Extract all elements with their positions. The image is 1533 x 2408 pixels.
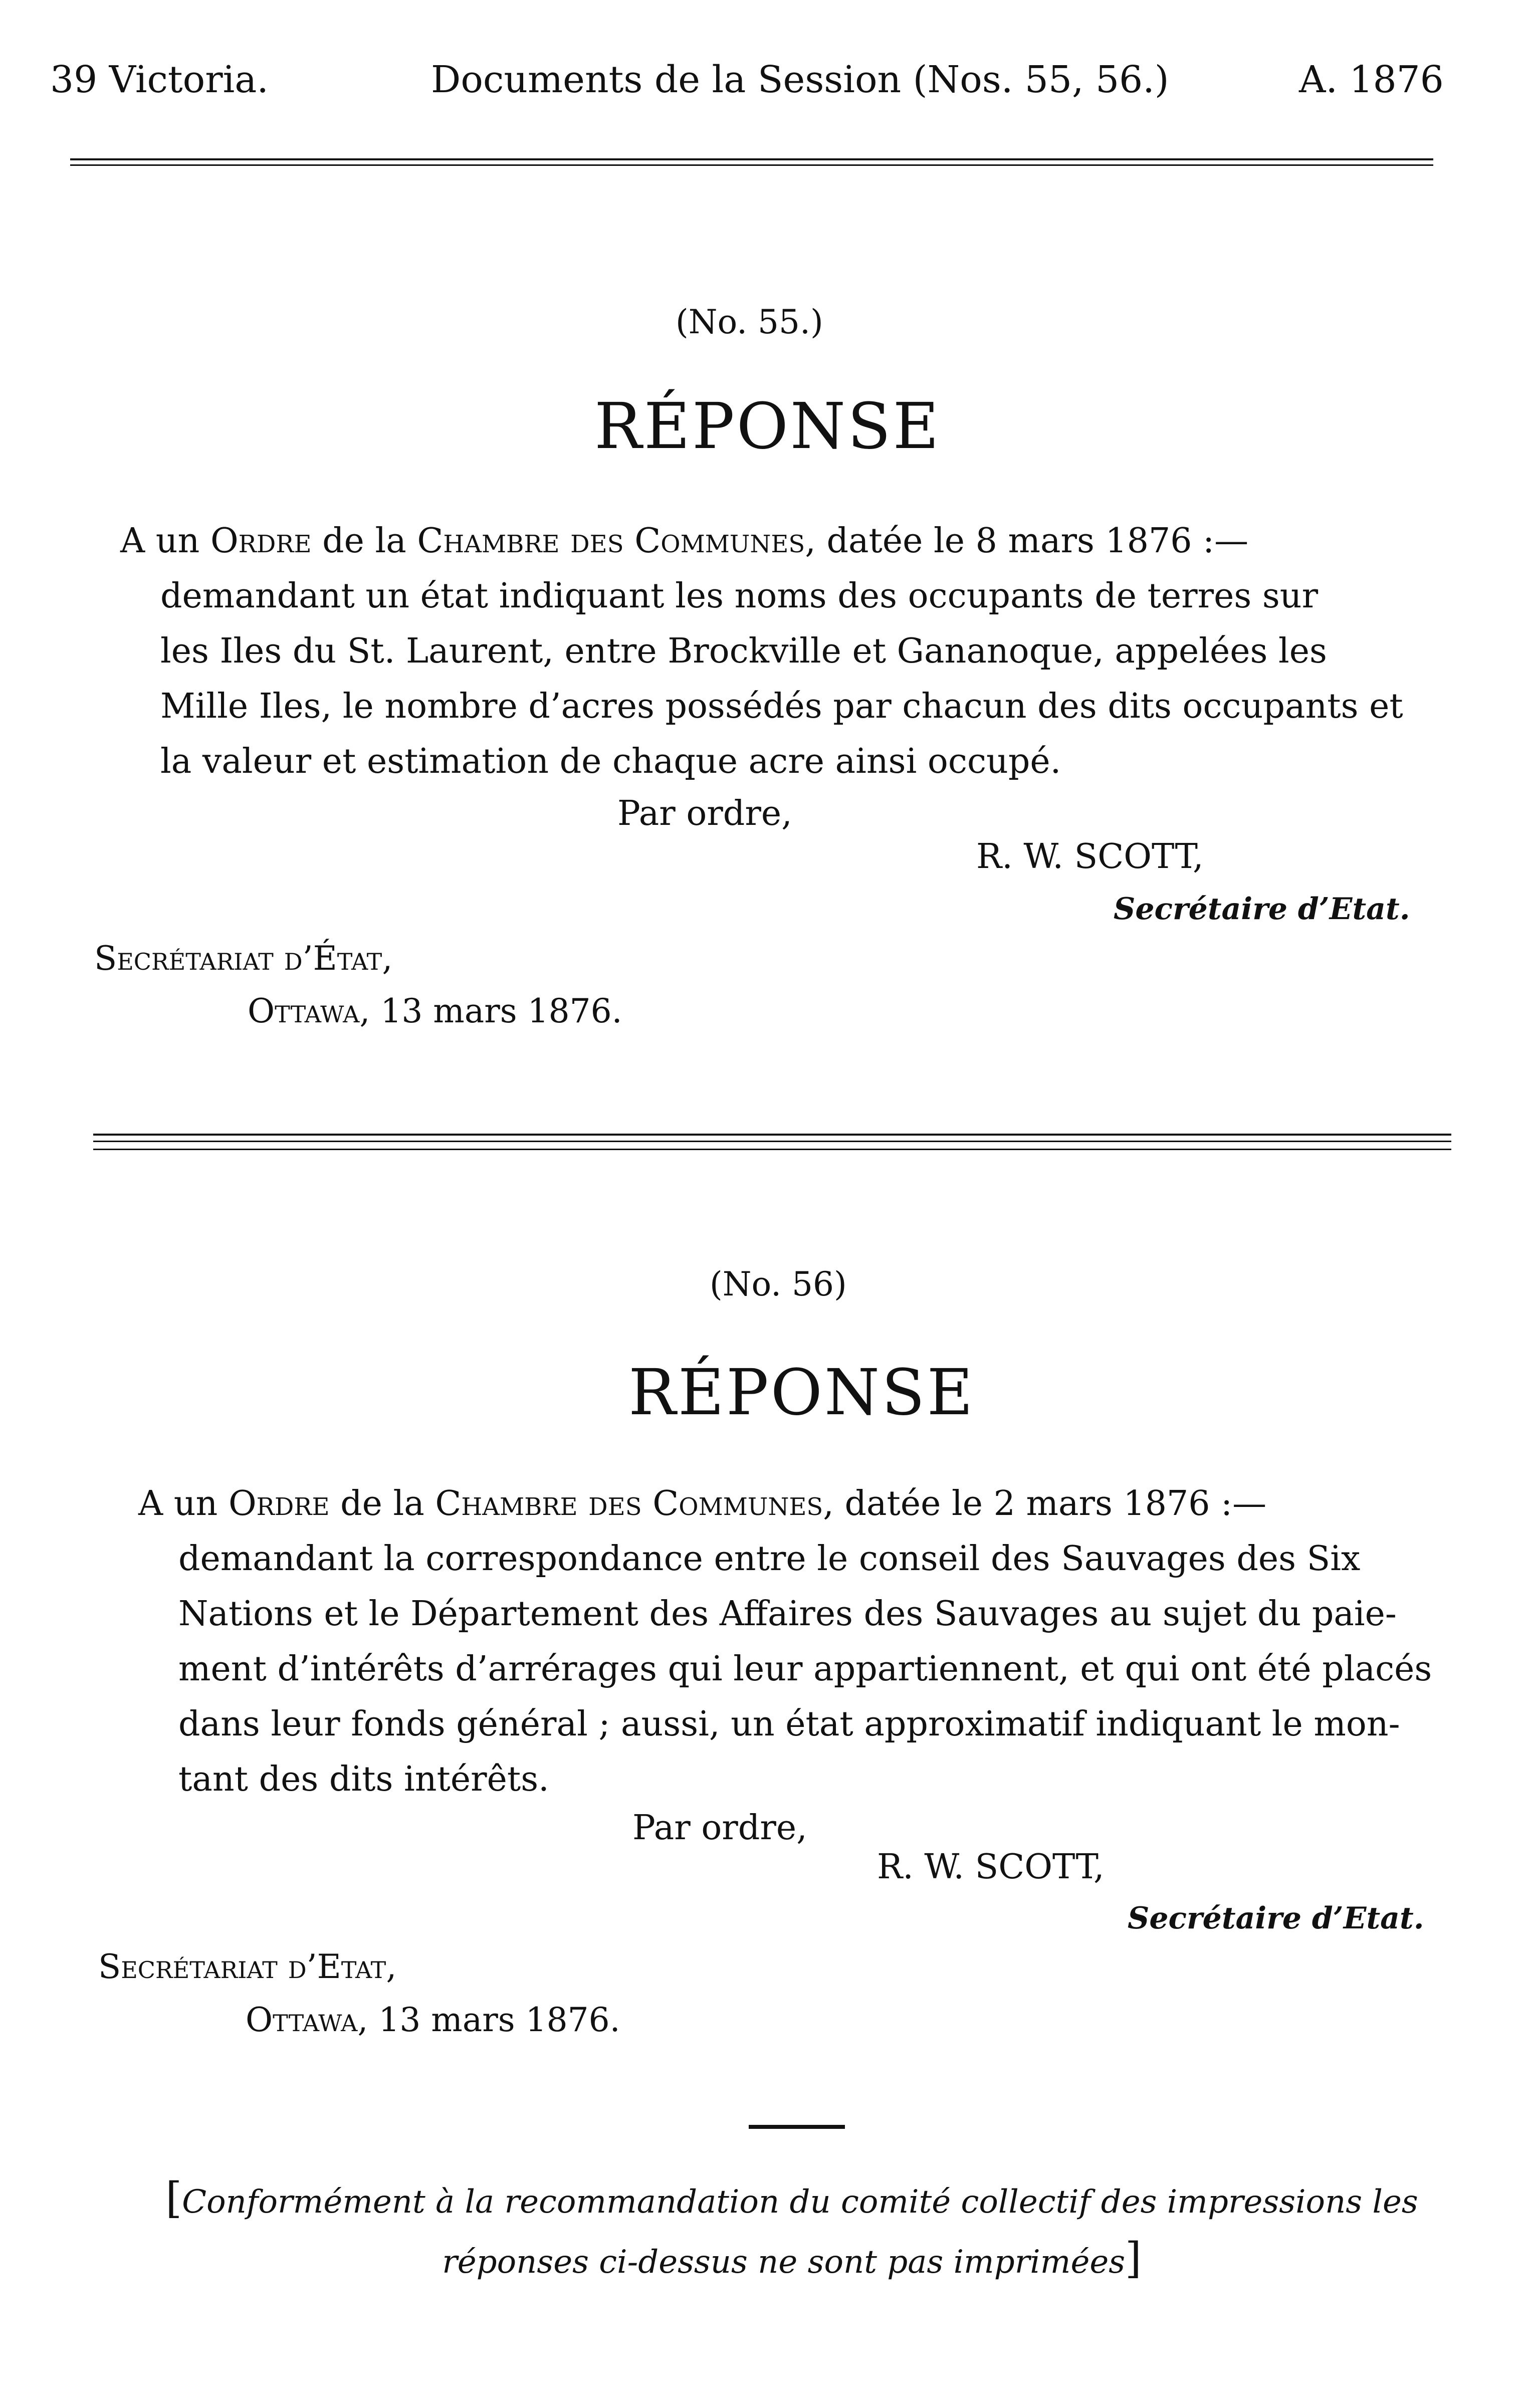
- par-ordre: Par ordre,: [617, 794, 792, 833]
- order-line: A un Ordre de la Chambre des Communes, datée le 8 mars 1876 :—: [120, 521, 1249, 561]
- header-year: A. 1876: [1299, 58, 1444, 101]
- section-divider-lower: [93, 1141, 1451, 1142]
- footnote: [110, 2170, 1473, 2290]
- footnote-line: [Conformément à la recommandation du comité collectif des impressions les: [165, 2173, 1418, 2223]
- place-date: Ottawa, 13 mars 1876.: [248, 992, 622, 1030]
- header-rule: [70, 158, 1433, 160]
- order-line: demandant la correspondance entre le conseil des Sauvages des Six: [178, 1539, 1361, 1579]
- order-text: [138, 1476, 1461, 1807]
- order-line: demandant un état indiquant les noms des occupants de terres sur: [160, 576, 1319, 616]
- order-line: Nations et le Département des Affaires des Sauvages au sujet du paie-: [178, 1594, 1397, 1634]
- order-line: tant des dits intérêts.: [178, 1760, 549, 1799]
- answer-heading: RÉPONSE: [594, 389, 941, 463]
- header-volume: 39 Victoria.: [50, 58, 269, 101]
- order-line: dans leur fonds général ; aussi, un état approximatif indiquant le mon-: [178, 1704, 1400, 1744]
- header-title: Documents de la Session (Nos. 55, 56.): [431, 58, 1169, 101]
- answer-number: (No. 55.): [676, 303, 823, 341]
- place-date: Ottawa, 13 mars 1876.: [246, 2001, 620, 2039]
- order-line: ment d’intérêts d’arrérages qui leur appartiennent, et qui ont été placés: [178, 1649, 1432, 1689]
- office-name: Secrétariat d’État,: [94, 939, 393, 978]
- signatory-name: R. W. SCOTT,: [877, 1847, 1105, 1887]
- order-text: [120, 514, 1443, 789]
- answer-number: (No. 56): [710, 1265, 847, 1303]
- signatory-title: Secrétaire d’Etat.: [1114, 892, 1410, 927]
- section-divider: [93, 1134, 1451, 1136]
- order-line: la valeur et estimation de chaque acre ainsi occupé.: [160, 742, 1061, 781]
- order-line: les Iles du St. Laurent, entre Brockville et Gananoque, appelées les: [160, 631, 1327, 671]
- answer-heading: RÉPONSE: [628, 1356, 975, 1429]
- footnote-line: réponses ci-dessus ne sont pas imprimées]: [442, 2234, 1142, 2283]
- par-ordre: Par ordre,: [632, 1808, 807, 1848]
- order-line: Mille Iles, le nombre d’acres possédés par chacun des dits occupants et: [160, 687, 1403, 726]
- section-divider-bottom: [93, 1149, 1451, 1150]
- header-rule-lower: [70, 164, 1433, 166]
- signatory-name: R. W. SCOTT,: [976, 837, 1204, 877]
- signatory-title: Secrétaire d’Etat.: [1128, 1901, 1424, 1936]
- footnote-rule: [749, 2125, 845, 2129]
- office-name: Secrétariat d’Etat,: [98, 1947, 397, 1986]
- order-line: A un Ordre de la Chambre des Communes, datée le 2 mars 1876 :—: [138, 1484, 1267, 1523]
